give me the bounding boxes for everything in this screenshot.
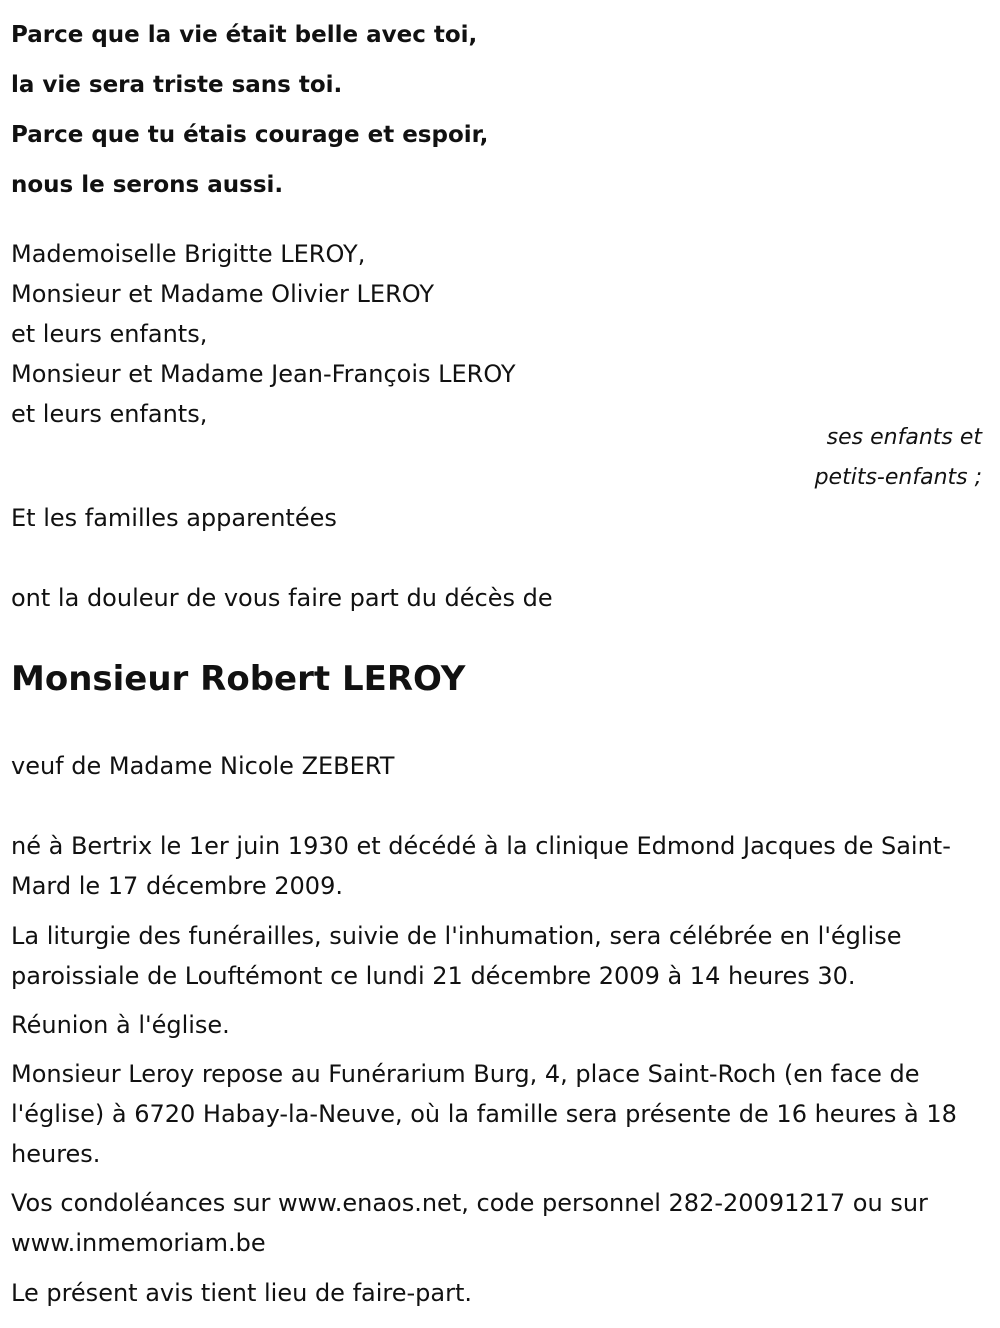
family-list [11,234,991,434]
liturgy-details [11,916,989,996]
rest-text: Monsieur Leroy repose au Funérarium Burg, 4, place Saint-Roch (en face de l'église) à 6720 Habay-la-Neuve, où la famille sera présente de 16 heures à 18 heures. [11,1060,957,1168]
widower-line: veuf de Madame Nicole ZEBERT [11,752,395,780]
poem-line: Parce que la vie était belle avec toi, [11,22,478,48]
poem-line: la vie sera triste sans toi. [11,72,343,98]
family-member: et leurs enfants, [11,320,208,348]
aside-line: petits-enfants ; [814,465,982,490]
condolences-text: Vos condoléances sur www.enaos.net, code personnel 282-20091217 ou sur www.inmemoriam.be [11,1189,928,1257]
birth-death-text: né à Bertrix le 1er juin 1930 et décédé à la clinique Edmond Jacques de Saint-Mard le 17 décembre 2009. [11,832,951,900]
meeting-text: Réunion à l'église. [11,1011,230,1039]
poem-line: nous le serons aussi. [11,172,284,198]
obituary-notice [11,0,991,1307]
birth-death-details [11,826,989,906]
meeting-details [11,1005,989,1045]
deceased-name: Monsieur Robert LEROY [11,659,466,699]
family-member: Mademoiselle Brigitte LEROY, [11,240,366,268]
family-member: Monsieur et Madame Olivier LEROY [11,280,434,308]
family-aside [815,418,982,498]
condolences-details [11,1183,989,1263]
liturgy-text: La liturgie des funérailles, suivie de l'inhumation, sera célébrée en l'église paroissiale de Louftémont ce lundi 21 décembre 2009 à 14 heures 30. [11,922,902,990]
aside-line: ses enfants et [826,425,982,450]
family-member: et leurs enfants, [11,400,208,428]
poem [11,10,991,210]
announcement-intro: ont la douleur de vous faire part du décès de [11,584,553,612]
related-families: Et les familles apparentées [11,504,337,532]
rest-details [11,1054,989,1174]
family-member: Monsieur et Madame Jean-François LEROY [11,360,516,388]
poem-line: Parce que tu étais courage et espoir, [11,122,489,148]
notice-details [11,1273,989,1313]
notice-text: Le présent avis tient lieu de faire-part. [11,1279,473,1307]
